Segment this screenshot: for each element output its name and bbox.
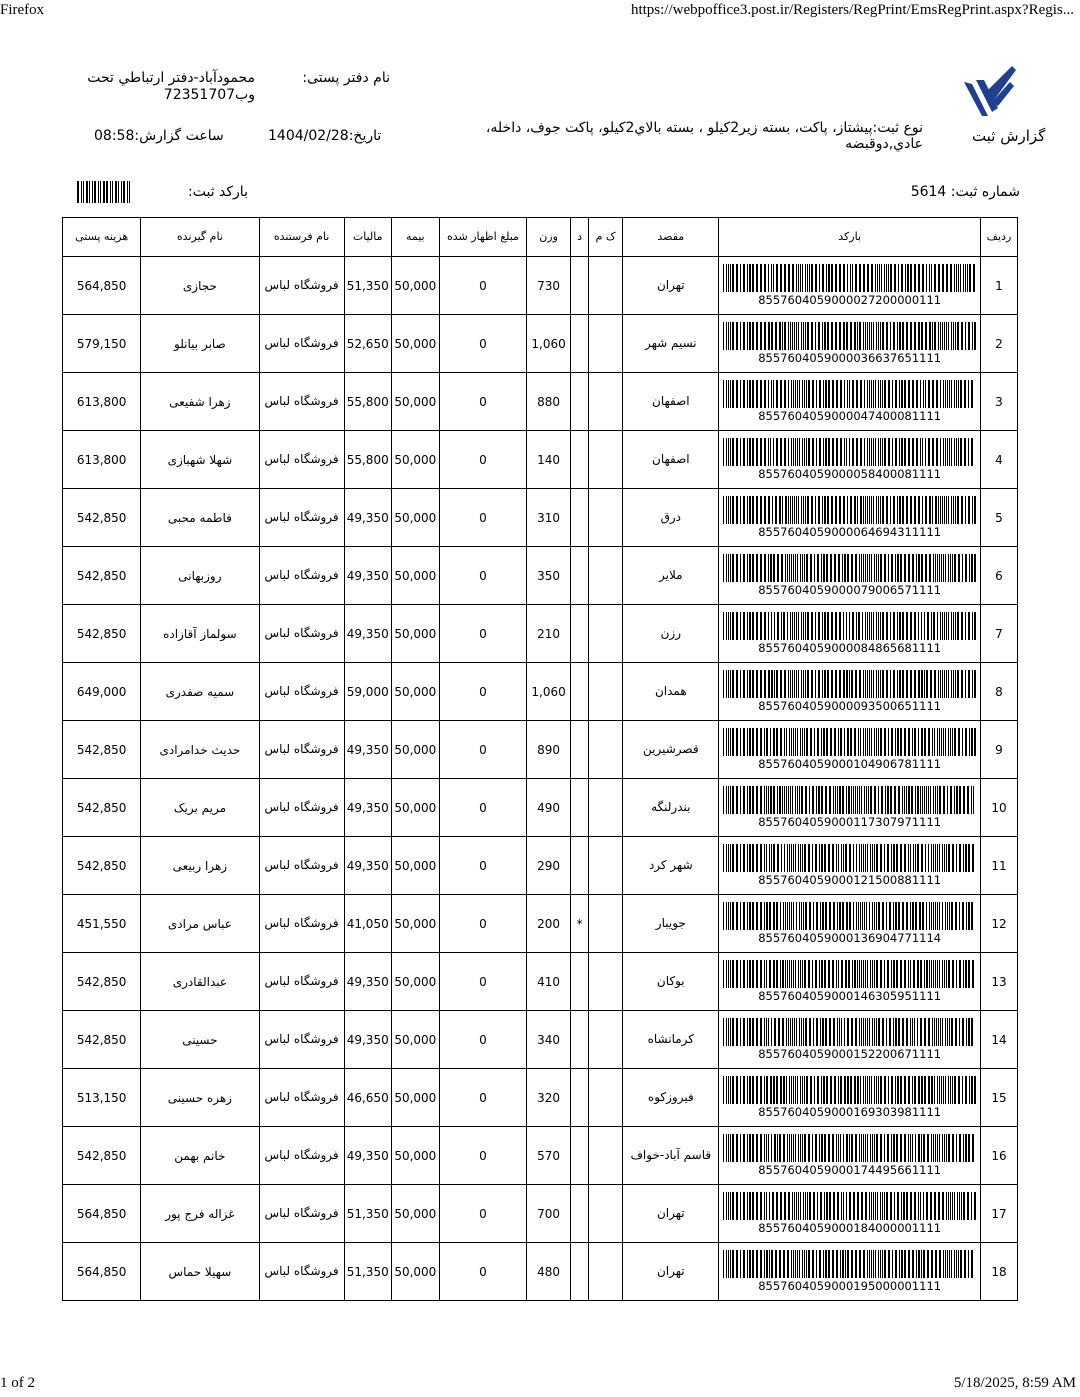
barcode-number: 8557604059000058400081111 (758, 467, 942, 481)
cell-destination: جویبار (623, 895, 719, 953)
cell-barcode (719, 895, 981, 953)
barcode-number: 8557604059000047400081111 (758, 409, 942, 423)
cell-row-number: 9 (980, 721, 1017, 779)
cell-barcode (719, 257, 981, 315)
cell-d (571, 1069, 589, 1127)
cell-sender: فروشگاه لباس (259, 373, 344, 431)
cell-sender: فروشگاه لباس (259, 257, 344, 315)
cell-insurance: 50,000 (391, 489, 439, 547)
cell-insurance: 50,000 (391, 315, 439, 373)
cell-row-number: 14 (980, 1011, 1017, 1069)
cell-receiver: صابر بیانلو (141, 315, 259, 373)
barcode-number: 8557604059000093500651111 (758, 699, 942, 713)
registration-barcode-icon (76, 181, 134, 203)
cell-destination: اصفهان (623, 373, 719, 431)
cell-receiver: حسینی (141, 1011, 259, 1069)
cell-tax: 49,350 (344, 547, 391, 605)
cell-destination: بندرلنگه (623, 779, 719, 837)
col-header-destination: مقصد (623, 218, 719, 257)
page-count: 1 of 2 (0, 1375, 35, 1391)
col-header-tax: مالیات (344, 218, 391, 257)
cell-insurance: 50,000 (391, 547, 439, 605)
cell-tax: 52,650 (344, 315, 391, 373)
col-header-receiver: نام گیرنده (141, 218, 259, 257)
cell-row-number: 11 (980, 837, 1017, 895)
cell-receiver: عباس مرادی (141, 895, 259, 953)
barcode-number: 8557604059000195000001111 (758, 1279, 942, 1293)
cell-declared-value: 0 (439, 779, 526, 837)
cell-postage: 542,850 (63, 837, 141, 895)
cell-postage: 579,150 (63, 315, 141, 373)
cell-destination: قاسم آباد-خواف (623, 1127, 719, 1185)
cell-tax: 49,350 (344, 721, 391, 779)
records-table (62, 217, 1018, 1301)
cell-weight: 200 (527, 895, 571, 953)
cell-sender: فروشگاه لباس (259, 663, 344, 721)
cell-destination: رزن (623, 605, 719, 663)
cell-postage: 542,850 (63, 1127, 141, 1185)
cell-weight: 310 (527, 489, 571, 547)
cell-receiver: روزبهانی (141, 547, 259, 605)
cell-insurance: 50,000 (391, 1011, 439, 1069)
cell-weight: 490 (527, 779, 571, 837)
cell-d (571, 1185, 589, 1243)
table-row (63, 953, 1018, 1011)
cell-sender: فروشگاه لباس (259, 1127, 344, 1185)
col-header-weight: وزن (527, 218, 571, 257)
table-row (63, 1127, 1018, 1185)
cell-row-number: 13 (980, 953, 1017, 1011)
cell-barcode (719, 837, 981, 895)
cell-d (571, 779, 589, 837)
cell-destination: نسیم شهر (623, 315, 719, 373)
cell-receiver: سهیلا حماس (141, 1243, 259, 1301)
cell-receiver: غزاله فرج پور (141, 1185, 259, 1243)
cell-postage: 564,850 (63, 1185, 141, 1243)
cell-declared-value: 0 (439, 663, 526, 721)
cell-barcode (719, 1243, 981, 1301)
cell-receiver: مریم بریک (141, 779, 259, 837)
cell-postage: 542,850 (63, 721, 141, 779)
cell-d (571, 721, 589, 779)
cell-tax: 49,350 (344, 1011, 391, 1069)
cell-weight: 890 (527, 721, 571, 779)
cell-postage: 542,850 (63, 953, 141, 1011)
col-header-barcode: بارکد (719, 218, 981, 257)
page-url: https://webpoffice3.post.ir/Registers/RegPrint/EmsRegPrint.aspx?Regis... (630, 2, 1074, 18)
cell-km (589, 373, 623, 431)
cell-declared-value: 0 (439, 837, 526, 895)
cell-km (589, 1011, 623, 1069)
cell-barcode (719, 489, 981, 547)
cell-sender: فروشگاه لباس (259, 1185, 344, 1243)
cell-km (589, 257, 623, 315)
barcode-number: 8557604059000117307971111 (758, 815, 942, 829)
cell-destination: اصفهان (623, 431, 719, 489)
cell-tax: 55,800 (344, 431, 391, 489)
cell-postage: 451,550 (63, 895, 141, 953)
barcode-number: 8557604059000146305951111 (758, 989, 942, 1003)
table-row (63, 721, 1018, 779)
cell-receiver: خانم بهمن (141, 1127, 259, 1185)
cell-weight: 210 (527, 605, 571, 663)
cell-postage: 613,800 (63, 431, 141, 489)
barcode-icon (722, 1192, 977, 1220)
barcode-number: 8557604059000104906781111 (758, 757, 942, 771)
cell-insurance: 50,000 (391, 1185, 439, 1243)
cell-destination: کرمانشاه (623, 1011, 719, 1069)
cell-row-number: 6 (980, 547, 1017, 605)
cell-km (589, 779, 623, 837)
cell-receiver: زهرا ربیعی (141, 837, 259, 895)
barcode-icon (722, 728, 977, 756)
barcode-number: 8557604059000121500881111 (758, 873, 942, 887)
cell-postage: 564,850 (63, 1243, 141, 1301)
cell-row-number: 3 (980, 373, 1017, 431)
cell-declared-value: 0 (439, 373, 526, 431)
cell-barcode (719, 953, 981, 1011)
cell-km (589, 1127, 623, 1185)
cell-declared-value: 0 (439, 431, 526, 489)
table-row (63, 431, 1018, 489)
cell-weight: 1,060 (527, 315, 571, 373)
cell-insurance: 50,000 (391, 953, 439, 1011)
cell-tax: 41,050 (344, 895, 391, 953)
col-header-postage: هزینه پستی (63, 218, 141, 257)
post-logo-icon (960, 62, 1018, 118)
barcode-number: 8557604059000136904771114 (758, 931, 942, 945)
col-header-declared: مبلغ اظهار شده (439, 218, 526, 257)
table-row (63, 1243, 1018, 1301)
cell-d (571, 663, 589, 721)
office-name: محمودآباد-دفتر ارتباطي تحت وب72351707 (87, 70, 255, 103)
barcode-icon (722, 670, 977, 698)
barcode-number: 8557604059000064694311111 (758, 525, 942, 539)
cell-barcode (719, 721, 981, 779)
barcode-icon (722, 496, 977, 524)
browser-app-name: Firefox (0, 2, 45, 18)
registration-type: نوع ثبت:پیشتاز، پاکت، بسته زیر2کیلو ، بسته بالاي2کیلو، پاکت جوف، داخله، عادي,دوقبضه (485, 120, 923, 152)
report-time: ساعت گزارش:08:58 (94, 128, 224, 144)
cell-tax: 49,350 (344, 837, 391, 895)
cell-destination: تهران (623, 257, 719, 315)
col-header-insurance: بیمه (391, 218, 439, 257)
cell-d (571, 1127, 589, 1185)
cell-weight: 290 (527, 837, 571, 895)
cell-sender: فروشگاه لباس (259, 953, 344, 1011)
cell-postage: 542,850 (63, 779, 141, 837)
cell-receiver: زهره حسینی (141, 1069, 259, 1127)
cell-sender: فروشگاه لباس (259, 1011, 344, 1069)
table-row (63, 1185, 1018, 1243)
cell-row-number: 18 (980, 1243, 1017, 1301)
cell-tax: 46,650 (344, 1069, 391, 1127)
cell-weight: 340 (527, 1011, 571, 1069)
cell-sender: فروشگاه لباس (259, 779, 344, 837)
barcode-icon (722, 554, 977, 582)
col-header-row: رديف (980, 218, 1017, 257)
cell-barcode (719, 315, 981, 373)
cell-insurance: 50,000 (391, 1069, 439, 1127)
cell-weight: 350 (527, 547, 571, 605)
cell-tax: 49,350 (344, 1127, 391, 1185)
cell-postage: 542,850 (63, 547, 141, 605)
barcode-icon (722, 264, 977, 292)
barcode-icon (722, 960, 977, 988)
cell-receiver: عبدالقادری (141, 953, 259, 1011)
cell-insurance: 50,000 (391, 721, 439, 779)
cell-insurance: 50,000 (391, 663, 439, 721)
table-row (63, 1069, 1018, 1127)
cell-tax: 49,350 (344, 953, 391, 1011)
cell-weight: 880 (527, 373, 571, 431)
cell-receiver: زهرا شفیعی (141, 373, 259, 431)
barcode-icon (722, 1250, 977, 1278)
cell-km (589, 953, 623, 1011)
table-row (63, 373, 1018, 431)
cell-row-number: 1 (980, 257, 1017, 315)
col-header-sender: نام فرستنده (259, 218, 344, 257)
report-date: تاریخ:1404/02/28 (268, 128, 382, 144)
cell-weight: 730 (527, 257, 571, 315)
cell-insurance: 50,000 (391, 779, 439, 837)
cell-tax: 59,000 (344, 663, 391, 721)
cell-km (589, 837, 623, 895)
cell-receiver: سولماز آقازاده (141, 605, 259, 663)
barcode-number: 8557604059000174495661111 (758, 1163, 942, 1177)
cell-sender: فروشگاه لباس (259, 1069, 344, 1127)
cell-declared-value: 0 (439, 1011, 526, 1069)
cell-d (571, 431, 589, 489)
cell-destination: همدان (623, 663, 719, 721)
cell-row-number: 2 (980, 315, 1017, 373)
cell-km (589, 315, 623, 373)
barcode-icon (722, 1018, 977, 1046)
cell-declared-value: 0 (439, 895, 526, 953)
cell-weight: 480 (527, 1243, 571, 1301)
cell-sender: فروشگاه لباس (259, 721, 344, 779)
cell-postage: 542,850 (63, 605, 141, 663)
cell-km (589, 721, 623, 779)
cell-km (589, 1069, 623, 1127)
cell-sender: فروشگاه لباس (259, 895, 344, 953)
office-label: نام دفتر پستی: (302, 70, 390, 86)
print-datetime: 5/18/2025, 8:59 AM (953, 1375, 1076, 1391)
barcode-icon (722, 1076, 977, 1104)
cell-insurance: 50,000 (391, 1243, 439, 1301)
table-row (63, 895, 1018, 953)
cell-d (571, 837, 589, 895)
report-title: گزارش ثبت (972, 127, 1046, 145)
cell-sender: فروشگاه لباس (259, 605, 344, 663)
cell-postage: 649,000 (63, 663, 141, 721)
cell-sender: فروشگاه لباس (259, 837, 344, 895)
cell-receiver: فاطمه محبی (141, 489, 259, 547)
cell-declared-value: 0 (439, 1243, 526, 1301)
barcode-number: 8557604059000184000001111 (758, 1221, 942, 1235)
cell-declared-value: 0 (439, 257, 526, 315)
cell-weight: 570 (527, 1127, 571, 1185)
cell-d (571, 605, 589, 663)
cell-weight: 140 (527, 431, 571, 489)
cell-declared-value: 0 (439, 315, 526, 373)
cell-destination: درق (623, 489, 719, 547)
cell-row-number: 16 (980, 1127, 1017, 1185)
cell-insurance: 50,000 (391, 257, 439, 315)
table-row (63, 605, 1018, 663)
table-row (63, 779, 1018, 837)
table-row (63, 547, 1018, 605)
cell-barcode (719, 431, 981, 489)
cell-row-number: 7 (980, 605, 1017, 663)
cell-postage: 564,850 (63, 257, 141, 315)
cell-tax: 51,350 (344, 1185, 391, 1243)
cell-destination: فیروزکوه (623, 1069, 719, 1127)
cell-km (589, 1243, 623, 1301)
cell-postage: 542,850 (63, 1011, 141, 1069)
table-row (63, 257, 1018, 315)
cell-km (589, 431, 623, 489)
cell-postage: 613,800 (63, 373, 141, 431)
cell-d (571, 1011, 589, 1069)
table-row (63, 1011, 1018, 1069)
cell-barcode (719, 605, 981, 663)
cell-insurance: 50,000 (391, 605, 439, 663)
cell-sender: فروشگاه لباس (259, 489, 344, 547)
barcode-icon (722, 612, 977, 640)
cell-tax: 51,350 (344, 257, 391, 315)
cell-d (571, 953, 589, 1011)
table-header-row (63, 218, 1018, 257)
barcode-icon (722, 438, 977, 466)
cell-d (571, 315, 589, 373)
cell-receiver: سمیه صفدری (141, 663, 259, 721)
cell-declared-value: 0 (439, 605, 526, 663)
cell-tax: 51,350 (344, 1243, 391, 1301)
cell-declared-value: 0 (439, 1185, 526, 1243)
cell-weight: 1,060 (527, 663, 571, 721)
cell-insurance: 50,000 (391, 431, 439, 489)
cell-barcode (719, 663, 981, 721)
cell-row-number: 10 (980, 779, 1017, 837)
cell-declared-value: 0 (439, 953, 526, 1011)
cell-receiver: حجازی (141, 257, 259, 315)
cell-barcode (719, 1069, 981, 1127)
cell-row-number: 4 (980, 431, 1017, 489)
cell-d (571, 547, 589, 605)
cell-insurance: 50,000 (391, 895, 439, 953)
cell-tax: 49,350 (344, 605, 391, 663)
barcode-icon (722, 322, 977, 350)
cell-barcode (719, 547, 981, 605)
cell-row-number: 15 (980, 1069, 1017, 1127)
barcode-number: 8557604059000027200000111 (758, 293, 942, 307)
barcode-number: 8557604059000169303981111 (758, 1105, 942, 1119)
barcode-icon (722, 786, 977, 814)
cell-km (589, 663, 623, 721)
cell-sender: فروشگاه لباس (259, 431, 344, 489)
cell-destination: تهران (623, 1185, 719, 1243)
cell-barcode (719, 373, 981, 431)
cell-sender: فروشگاه لباس (259, 1243, 344, 1301)
cell-tax: 49,350 (344, 489, 391, 547)
cell-sender: فروشگاه لباس (259, 315, 344, 373)
cell-d (571, 1243, 589, 1301)
cell-insurance: 50,000 (391, 837, 439, 895)
cell-d (571, 257, 589, 315)
cell-destination: شهر کرد (623, 837, 719, 895)
cell-d: * (571, 895, 589, 953)
cell-declared-value: 0 (439, 721, 526, 779)
cell-weight: 320 (527, 1069, 571, 1127)
cell-row-number: 8 (980, 663, 1017, 721)
cell-barcode (719, 1185, 981, 1243)
cell-destination: قصرشیرین (623, 721, 719, 779)
cell-receiver: شهلا شهبازی (141, 431, 259, 489)
cell-km (589, 489, 623, 547)
table-row (63, 315, 1018, 373)
barcode-icon (722, 380, 977, 408)
cell-km (589, 1185, 623, 1243)
cell-weight: 700 (527, 1185, 571, 1243)
cell-d (571, 373, 589, 431)
cell-barcode (719, 1127, 981, 1185)
cell-tax: 49,350 (344, 779, 391, 837)
barcode-number: 8557604059000036637651111 (758, 351, 942, 365)
cell-km (589, 605, 623, 663)
cell-postage: 513,150 (63, 1069, 141, 1127)
barcode-number: 8557604059000152200671111 (758, 1047, 942, 1061)
table-row (63, 489, 1018, 547)
table-row (63, 663, 1018, 721)
cell-km (589, 547, 623, 605)
cell-postage: 542,850 (63, 489, 141, 547)
barcode-icon (722, 844, 977, 872)
cell-row-number: 12 (980, 895, 1017, 953)
cell-tax: 55,800 (344, 373, 391, 431)
cell-destination: ملایر (623, 547, 719, 605)
cell-barcode (719, 1011, 981, 1069)
cell-sender: فروشگاه لباس (259, 547, 344, 605)
barcode-icon (722, 1134, 977, 1162)
cell-destination: بوکان (623, 953, 719, 1011)
cell-weight: 410 (527, 953, 571, 1011)
registration-barcode-label: بارکد ثبت: (188, 184, 248, 200)
barcode-number: 8557604059000079006571111 (758, 583, 942, 597)
registration-number: شماره ثبت: 5614 (910, 184, 1020, 200)
cell-insurance: 50,000 (391, 373, 439, 431)
cell-row-number: 17 (980, 1185, 1017, 1243)
cell-barcode (719, 779, 981, 837)
cell-insurance: 50,000 (391, 1127, 439, 1185)
cell-declared-value: 0 (439, 489, 526, 547)
cell-row-number: 5 (980, 489, 1017, 547)
cell-declared-value: 0 (439, 547, 526, 605)
table-row (63, 837, 1018, 895)
cell-declared-value: 0 (439, 1127, 526, 1185)
col-header-km: ک م (589, 218, 623, 257)
barcode-icon (722, 902, 977, 930)
cell-receiver: حدیث خدامرادی (141, 721, 259, 779)
cell-d (571, 489, 589, 547)
cell-destination: تهران (623, 1243, 719, 1301)
barcode-number: 8557604059000084865681111 (758, 641, 942, 655)
col-header-d: د (571, 218, 589, 257)
cell-declared-value: 0 (439, 1069, 526, 1127)
cell-km (589, 895, 623, 953)
